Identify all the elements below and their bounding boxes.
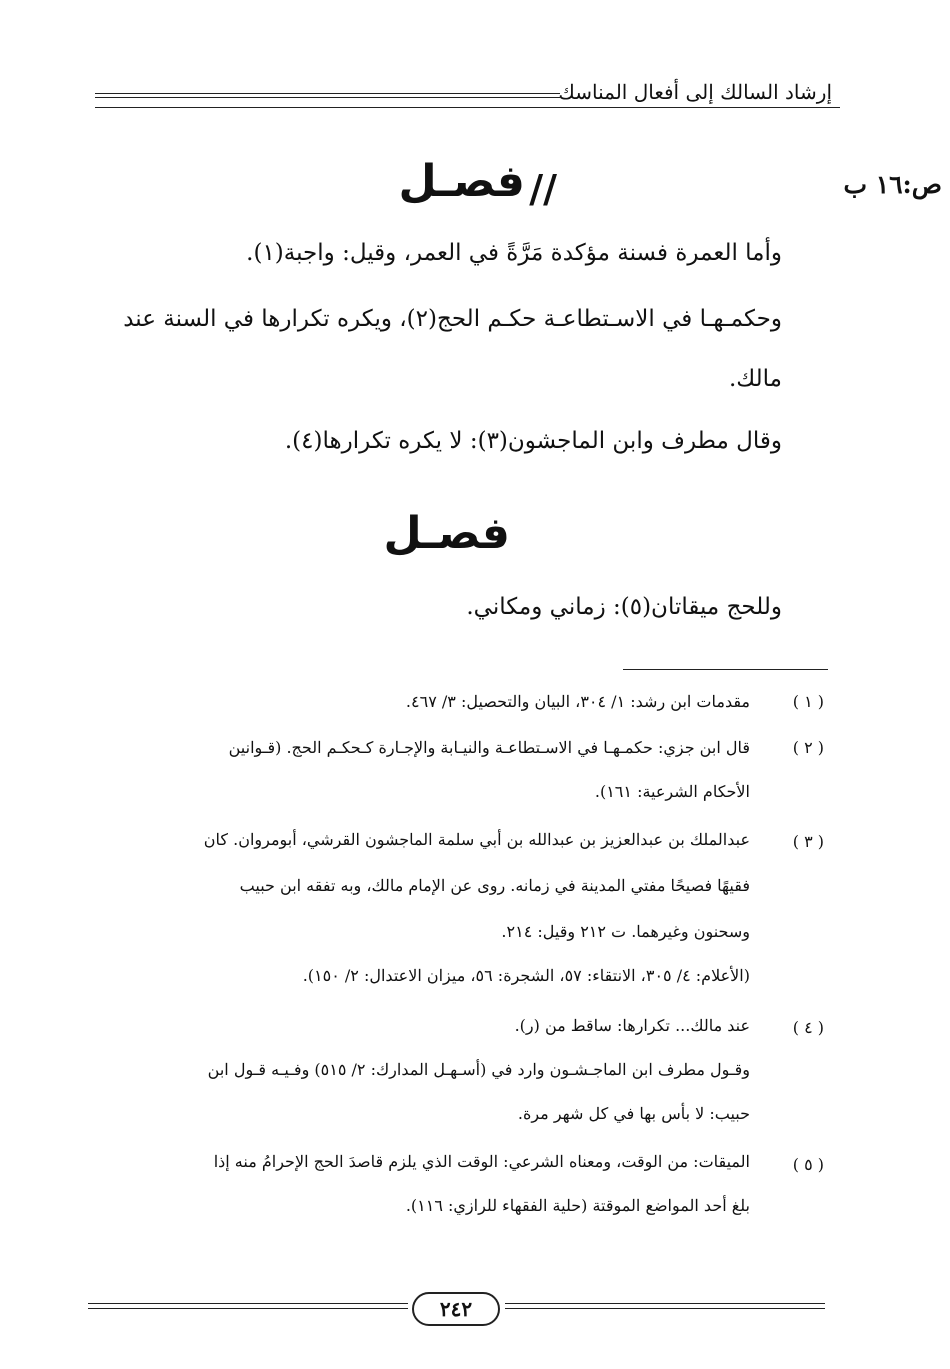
- footnote-number: ( ٥ ): [792, 1155, 824, 1174]
- section-heading: فصـل: [398, 156, 525, 207]
- body-line: وأما العمرة فسنة مؤكدة مَرَّةً في العمر، وقيل: واجبة(١).: [246, 240, 782, 266]
- footnote-line: وسحنون وغيرهما. ت ٢١٢ وقيل: ٢١٤.: [501, 922, 750, 941]
- footnote-line: عبدالملك بن عبدالعزيز بن عبدالله بن أبي سلمة الماجشون القرشي، أبومروان. كان: [203, 830, 750, 849]
- manuscript-folio-note: ص:١٦ ب: [843, 170, 942, 199]
- header-rule: [95, 93, 560, 94]
- footnote-line: عند مالك... تكرارها: ساقط من (ر).: [514, 1016, 750, 1035]
- footnote-line: مقدمات ابن رشد: ١/ ٣٠٤، البيان والتحصيل: ٣/ ٤٦٧.: [405, 692, 750, 711]
- footnote-number: ( ٤ ): [792, 1018, 824, 1037]
- section-heading: فصـل: [383, 508, 510, 559]
- footnote-line: الميقات: من الوقت، ومعناه الشرعي: الوقت الذي يلزم قاصدَ الحج الإحرامُ منه إذا: [213, 1152, 750, 1171]
- header-rule: [95, 97, 560, 98]
- footer-rule: [88, 1308, 408, 1309]
- body-line: مالك.: [728, 366, 782, 392]
- page-number: ٢٤٢: [412, 1292, 500, 1326]
- footer-rule: [505, 1308, 825, 1309]
- footnote-line: (الأعلام: ٤/ ٣٠٥، الانتقاء: ٥٧، الشجرة: ٥٦، ميزان الاعتدال: ٢/ ١٥٠).: [302, 966, 750, 985]
- body-line: وللحج ميقاتان(٥): زماني ومكاني.: [466, 594, 782, 620]
- footnote-separator: [623, 669, 828, 670]
- footer-rule: [88, 1303, 408, 1304]
- footnote-line: بلغ أحد المواضع الموقتة (حلية الفقهاء للرازي: ١١٦).: [405, 1196, 750, 1215]
- running-header-title: إرشاد السالك إلى أفعال المناسك: [558, 80, 832, 104]
- header-rule-full: [95, 107, 840, 108]
- footnote-number: ( ١ ): [792, 692, 824, 711]
- footnote-line: فقيهًا فصيحًا مفتي المدينة في زمانه. روى عن الإمام مالك، وبه تفقه ابن حبيب: [239, 876, 750, 895]
- footnote-line: الأحكام الشرعية: ١٦١).: [594, 782, 750, 801]
- footnote-number: ( ٣ ): [792, 832, 824, 851]
- footnote-line: وقـول مطرف ابن الماجـشـون وارد في (أسـهـل المدارك: ٢/ ٥١٥) وفـيـه قـول ابن: [207, 1060, 750, 1079]
- footnote-number: ( ٢ ): [792, 738, 824, 757]
- footnote-line: حبيب: لا بأس بها في كل شهر مرة.: [517, 1104, 750, 1123]
- body-line: وحكمـهـا في الاسـتطاعـة حكـم الحج(٢)، ويكره تكرارها في السنة عند: [123, 306, 782, 332]
- section-folio-marks: //: [529, 166, 557, 211]
- footer-rule: [505, 1303, 825, 1304]
- body-line: وقال مطرف وابن الماجشون(٣): لا يكره تكرارها(٤).: [284, 428, 782, 454]
- footnote-line: قال ابن جزي: حكمـهـا في الاسـتطاعـة والنيـابة والإجـارة كـحكـم الحج. (قـوانين: [228, 738, 750, 757]
